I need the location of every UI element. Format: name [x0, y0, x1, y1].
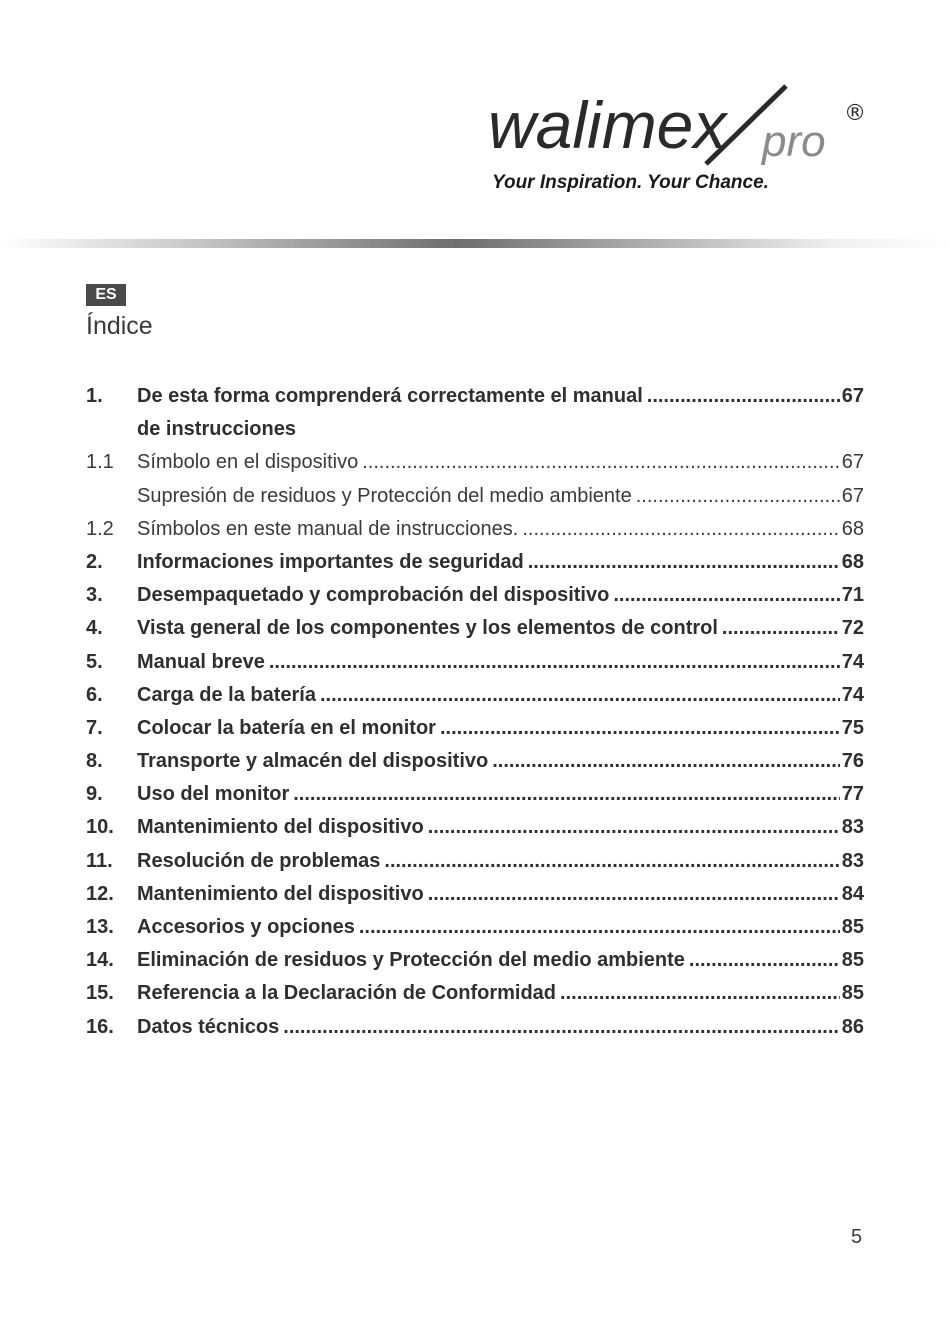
toc-entry[interactable]: [86, 679, 864, 712]
registered-mark: ®: [844, 101, 866, 126]
brand-logo: [488, 86, 878, 196]
toc-entry[interactable]: [86, 413, 864, 446]
toc-entry-body: [137, 413, 864, 446]
toc-entry-title: Transporte y almacén del dispositivo: [137, 750, 489, 773]
header-divider: [0, 239, 950, 248]
toc-entry[interactable]: [86, 911, 864, 944]
toc-entry-page: 83: [841, 816, 864, 839]
toc-entry-body: [137, 811, 864, 844]
toc-entry-page: 85: [841, 916, 864, 938]
toc-dot-leader: [320, 679, 840, 712]
toc-entry-title: Mantenimiento del dispositivo: [137, 882, 424, 905]
toc-dot-leader: [528, 546, 840, 579]
toc-dot-leader: [428, 811, 840, 844]
toc-dot-leader: [647, 380, 840, 413]
toc-entry-title: Datos técnicos: [137, 1015, 280, 1038]
toc-entry-title: de instrucciones: [137, 418, 296, 441]
toc-entry-body: [137, 745, 864, 778]
toc-entry-number: 3.: [86, 584, 103, 607]
toc-dot-leader: [384, 845, 839, 878]
toc-entry-page: 72: [841, 617, 864, 640]
toc-entry-title: Símbolo en el dispositivo: [137, 451, 359, 474]
toc-entry-page: 77: [841, 783, 864, 806]
toc-entry-body: [137, 911, 864, 944]
toc-dot-leader: [428, 878, 840, 911]
toc-dot-leader: [636, 480, 840, 513]
toc-dot-leader: [613, 579, 839, 612]
toc-entry-title: Eliminación de residuos y Protección del medio ambiente: [137, 949, 685, 972]
toc-entry-body: [137, 878, 864, 911]
toc-entry-number: 12.: [86, 882, 114, 905]
toc-entry[interactable]: [86, 845, 864, 878]
toc-entry-number: 10.: [86, 816, 114, 839]
toc-entry-page: 68: [841, 550, 864, 573]
toc-entry-body: [137, 380, 864, 413]
toc-entry-number: 2.: [86, 550, 103, 573]
toc-entry-body: [137, 712, 864, 745]
toc-entry-page: 86: [841, 1015, 864, 1038]
toc-dot-leader: [560, 977, 840, 1010]
toc-entry-page: 85: [841, 982, 864, 1005]
page-title: Índice: [86, 312, 153, 340]
toc-entry-body: [137, 513, 864, 546]
toc-entry-title: Colocar la batería en el monitor: [137, 716, 436, 739]
walimex-pro-logo-mark: [488, 86, 878, 171]
toc-entry-number: 16.: [86, 1015, 114, 1038]
toc-entry-title: Símbolos en este manual de instrucciones.: [137, 517, 519, 540]
toc-entry-body: [137, 1011, 864, 1044]
toc-dot-leader: [362, 446, 840, 479]
toc-entry[interactable]: [86, 380, 864, 413]
toc-entry-page: 71: [841, 584, 864, 607]
toc-entry-page: 67: [841, 385, 864, 407]
toc-entry-title: Resolución de problemas: [137, 849, 381, 872]
toc-entry[interactable]: [86, 579, 864, 612]
toc-entry-number: 4.: [86, 617, 103, 640]
toc-entry[interactable]: [86, 778, 864, 811]
toc-dot-leader: [293, 778, 840, 811]
toc-entry-body: [137, 944, 864, 977]
toc-entry[interactable]: [86, 1011, 864, 1044]
toc-entry-body: [137, 778, 864, 811]
toc-entry-page: 75: [841, 716, 864, 739]
toc-entry-number: 1.2: [86, 517, 114, 540]
toc-dot-leader: [522, 513, 839, 546]
toc-entry[interactable]: [86, 878, 864, 911]
toc-dot-leader: [269, 646, 840, 679]
toc-entry-number: 13.: [86, 916, 114, 938]
toc-entry-title: Desempaquetado y comprobación del dispositivo: [137, 584, 610, 607]
toc-entry[interactable]: [86, 612, 864, 645]
toc-entry-body: [137, 646, 864, 679]
toc-entry-page: 67: [841, 451, 864, 474]
toc-entry-body: [137, 977, 864, 1010]
toc-entry[interactable]: [86, 480, 864, 513]
toc-entry-page: 74: [841, 650, 864, 673]
toc-dot-leader: [689, 944, 840, 977]
toc-entry[interactable]: [86, 811, 864, 844]
toc-entry-page: 85: [841, 949, 864, 972]
toc-entry[interactable]: [86, 712, 864, 745]
toc-entry-number: 15.: [86, 982, 114, 1005]
toc-entry[interactable]: [86, 646, 864, 679]
toc-entry[interactable]: [86, 745, 864, 778]
toc-entry-title: Informaciones importantes de seguridad: [137, 550, 524, 573]
logo-wordmark: walimex: [488, 88, 727, 162]
toc-entry-number: 11.: [86, 849, 113, 872]
toc-entry-title: Manual breve: [137, 650, 265, 673]
logo-pro: pro: [762, 117, 826, 166]
toc-entry-page: 68: [841, 517, 864, 540]
toc-entry-number: 5.: [86, 650, 103, 673]
toc-entry-body: [137, 546, 864, 579]
toc-entry[interactable]: [86, 977, 864, 1010]
toc-entry-title: Uso del monitor: [137, 783, 290, 806]
toc-entry[interactable]: [86, 446, 864, 479]
toc-dot-leader: [492, 745, 840, 778]
toc-entry-body: [137, 446, 864, 479]
toc-entry-title: Mantenimiento del dispositivo: [137, 816, 424, 839]
tagline: Your Inspiration. Your Chance.: [492, 172, 769, 193]
toc-entry-page: 84: [841, 882, 864, 905]
toc-entry-title: Vista general de los componentes y los elementos de control: [137, 617, 718, 640]
toc-entry-number: 1.: [86, 385, 103, 407]
toc-entry-number: 6.: [86, 683, 103, 706]
toc-entry-page: 67: [841, 484, 864, 507]
toc-entry-number: 9.: [86, 783, 103, 806]
toc-entry-number: 1.1: [86, 451, 114, 474]
toc-entry-page: 74: [841, 683, 864, 706]
toc-entry-title: Accesorios y opciones: [137, 916, 355, 938]
toc-entry[interactable]: [86, 546, 864, 579]
toc-entry-body: [137, 579, 864, 612]
toc-entry-page: 76: [841, 750, 864, 773]
toc-entry[interactable]: [86, 513, 864, 546]
toc-dot-leader: [722, 612, 840, 645]
toc-entry-body: [137, 679, 864, 712]
toc-dot-leader: [440, 712, 840, 745]
toc-entry-body: [137, 480, 864, 513]
toc-entry-title: Referencia a la Declaración de Conformidad: [137, 982, 557, 1005]
language-badge: ES: [86, 284, 126, 306]
toc-entry-number: 14.: [86, 949, 114, 972]
toc-entry-title: Supresión de residuos y Protección del medio ambiente: [137, 484, 632, 507]
toc-entry-title: Carga de la batería: [137, 683, 316, 706]
toc-entry-body: [137, 845, 864, 878]
toc-entry-number: 8.: [86, 750, 103, 773]
toc-entry-title: De esta forma comprenderá correctamente el manual: [137, 385, 643, 407]
toc-dot-leader: [359, 911, 840, 944]
toc-entry-number: 7.: [86, 716, 103, 739]
toc-entry[interactable]: [86, 944, 864, 977]
toc-entry-body: [137, 612, 864, 645]
table-of-contents: [86, 380, 864, 1044]
toc-dot-leader: [283, 1011, 839, 1044]
page-number: 5: [851, 1226, 863, 1248]
toc-entry-page: 83: [841, 849, 864, 872]
